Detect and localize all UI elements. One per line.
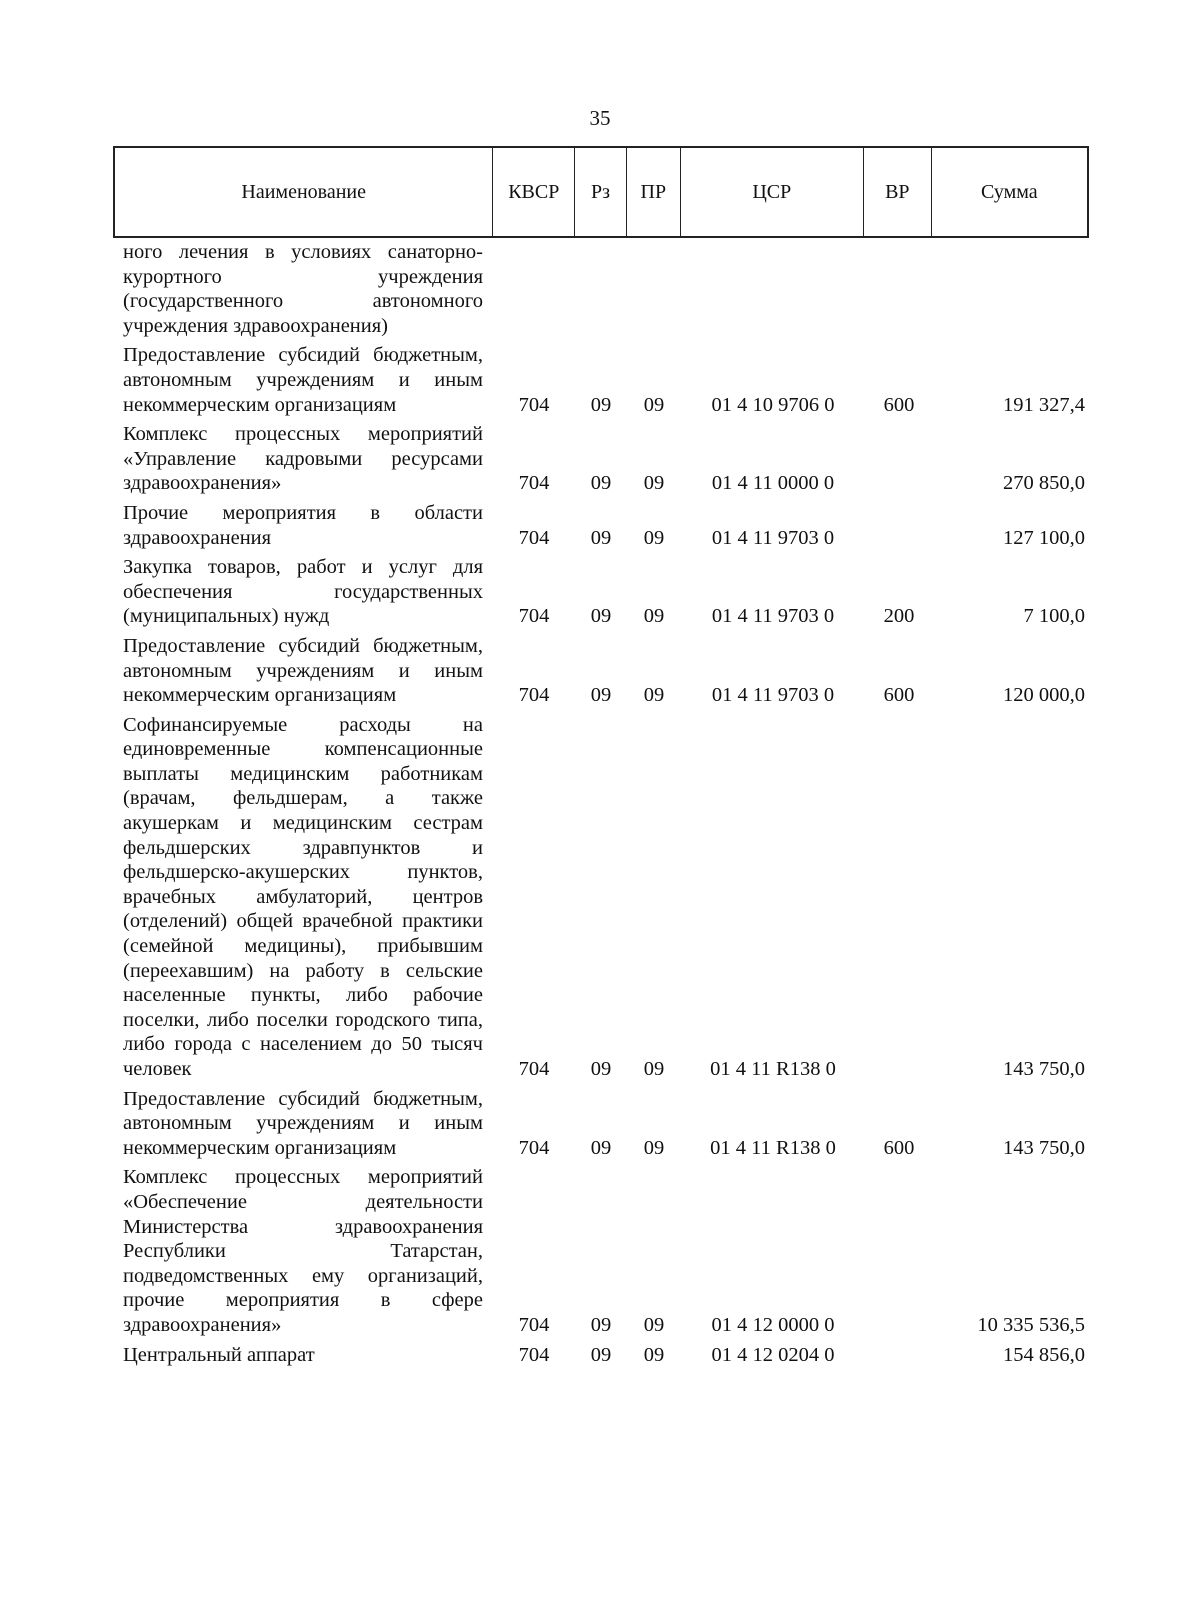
row-sum: 127 100,0: [1003, 526, 1085, 549]
row-kvsr: 704: [518, 1343, 550, 1366]
table-row: [113, 240, 1089, 338]
table-header: [113, 146, 1089, 238]
row-kvsr: 704: [518, 526, 550, 549]
row-vr: 600: [883, 393, 915, 416]
header-kvsr: КВСР: [493, 148, 575, 236]
row-sum: 143 750,0: [1003, 1136, 1085, 1159]
row-name: Предоставление субсидий бюджетным, автономным учреждениям и иным некоммерческим организациям: [123, 1087, 483, 1159]
row-kvsr: 704: [518, 605, 550, 628]
row-rz: 09: [590, 1058, 612, 1080]
header-pr: ПР: [627, 148, 681, 236]
row-rz: 09: [590, 472, 612, 495]
row-sum: 191 327,4: [1003, 393, 1085, 416]
row-sum: 7 100,0: [1023, 605, 1085, 628]
row-csr: 01 4 11 R138 0: [710, 1136, 836, 1159]
row-vr: 200: [883, 605, 915, 628]
row-sum: 270 850,0: [1003, 472, 1085, 495]
table-row: [113, 1165, 1089, 1337]
row-pr: 09: [643, 1343, 665, 1366]
row-kvsr: 704: [518, 684, 550, 707]
row-csr: 01 4 12 0204 0: [711, 1343, 835, 1366]
row-kvsr: 704: [518, 1313, 550, 1336]
row-vr: 600: [883, 1136, 915, 1159]
row-pr: 09: [643, 1313, 665, 1336]
row-sum: 143 750,0: [1003, 1058, 1085, 1080]
row-pr: 09: [643, 605, 665, 628]
row-kvsr: 704: [518, 1058, 550, 1080]
row-pr: 09: [643, 526, 665, 549]
table-row: [113, 713, 1089, 1082]
table-row: [113, 1343, 1089, 1368]
row-csr: 01 4 11 0000 0: [711, 472, 835, 495]
row-rz: 09: [590, 684, 612, 707]
row-kvsr: 704: [518, 1136, 550, 1159]
row-name: Закупка товаров, работ и услуг для обеспечения государственных (муниципальных) нужд: [123, 556, 483, 628]
row-rz: 09: [590, 393, 612, 416]
row-csr: 01 4 12 0000 0: [711, 1313, 835, 1336]
header-csr: ЦСР: [681, 148, 864, 236]
row-sum: 120 000,0: [1003, 684, 1085, 707]
row-pr: 09: [643, 684, 665, 707]
row-pr: 09: [643, 1058, 665, 1080]
header-vr: ВР: [864, 148, 932, 236]
row-name: Комплекс процессных мероприятий «Обеспечение деятельности Министерства здравоохранения Республики Татарстан, подведомственных ему организаций, прочие мероприятия в сфере здравоохранения»: [123, 1166, 483, 1336]
header-rz: Рз: [575, 148, 627, 236]
row-name: Комплекс процессных мероприятий «Управление кадровыми ресурсами здравоохранения»: [123, 423, 483, 495]
row-csr: 01 4 10 9706 0: [711, 393, 835, 416]
row-rz: 09: [590, 1313, 612, 1336]
table-row: [113, 343, 1089, 417]
row-name: Центральный аппарат: [123, 1343, 315, 1366]
row-csr: 01 4 11 9703 0: [711, 605, 835, 628]
row-sum: 10 335 536,5: [977, 1313, 1085, 1336]
table-row: [113, 501, 1089, 550]
table-body: [113, 240, 1089, 1372]
header-name: Наименование: [115, 148, 493, 236]
row-name: Предоставление субсидий бюджетным, автономным учреждениям и иным некоммерческим организациям: [123, 344, 483, 416]
row-rz: 09: [590, 1343, 612, 1366]
row-csr: 01 4 11 9703 0: [711, 526, 835, 549]
table-row: [113, 422, 1089, 496]
header-sum: Сумма: [981, 180, 1038, 203]
row-rz: 09: [590, 605, 612, 628]
row-pr: 09: [643, 393, 665, 416]
row-sum: 154 856,0: [1003, 1343, 1085, 1366]
table-row: [113, 555, 1089, 629]
row-rz: 09: [590, 526, 612, 549]
page-number: 35: [589, 106, 611, 130]
table-row: [113, 1087, 1089, 1161]
row-pr: 09: [643, 1136, 665, 1159]
row-vr: 600: [883, 684, 915, 707]
row-name: ного лечения в условиях санаторно-курортного учреждения (государственного автономного учреждения здравоохранения): [123, 241, 483, 337]
row-pr: 09: [643, 472, 665, 495]
row-name: Прочие мероприятия в области здравоохранения: [123, 501, 483, 549]
table-row: [113, 634, 1089, 708]
row-kvsr: 704: [518, 472, 550, 495]
row-csr: 01 4 11 9703 0: [711, 684, 835, 707]
row-csr: 01 4 11 R138 0: [710, 1058, 836, 1080]
row-name: Предоставление субсидий бюджетным, автономным учреждениям и иным некоммерческим организациям: [123, 634, 483, 707]
row-rz: 09: [590, 1136, 612, 1159]
row-name: Софинансируемые расходы на единовременные компенсационные выплаты медицинским работникам (врачам, фельдшерам, а также акушеркам и медицинским сестрам фельдшерских здравпунктов и фельдшерско-акушерских пунктов, врачебных амбулаторий, центров (отделений) общей врачебной практики (семейной медицины), прибывшим (переехавшим) на работу в сельские населенные пункты, либо рабочие поселки, либо поселки городского типа, либо города с населением до 50 тысяч человек: [123, 713, 483, 1080]
row-kvsr: 704: [518, 393, 550, 416]
